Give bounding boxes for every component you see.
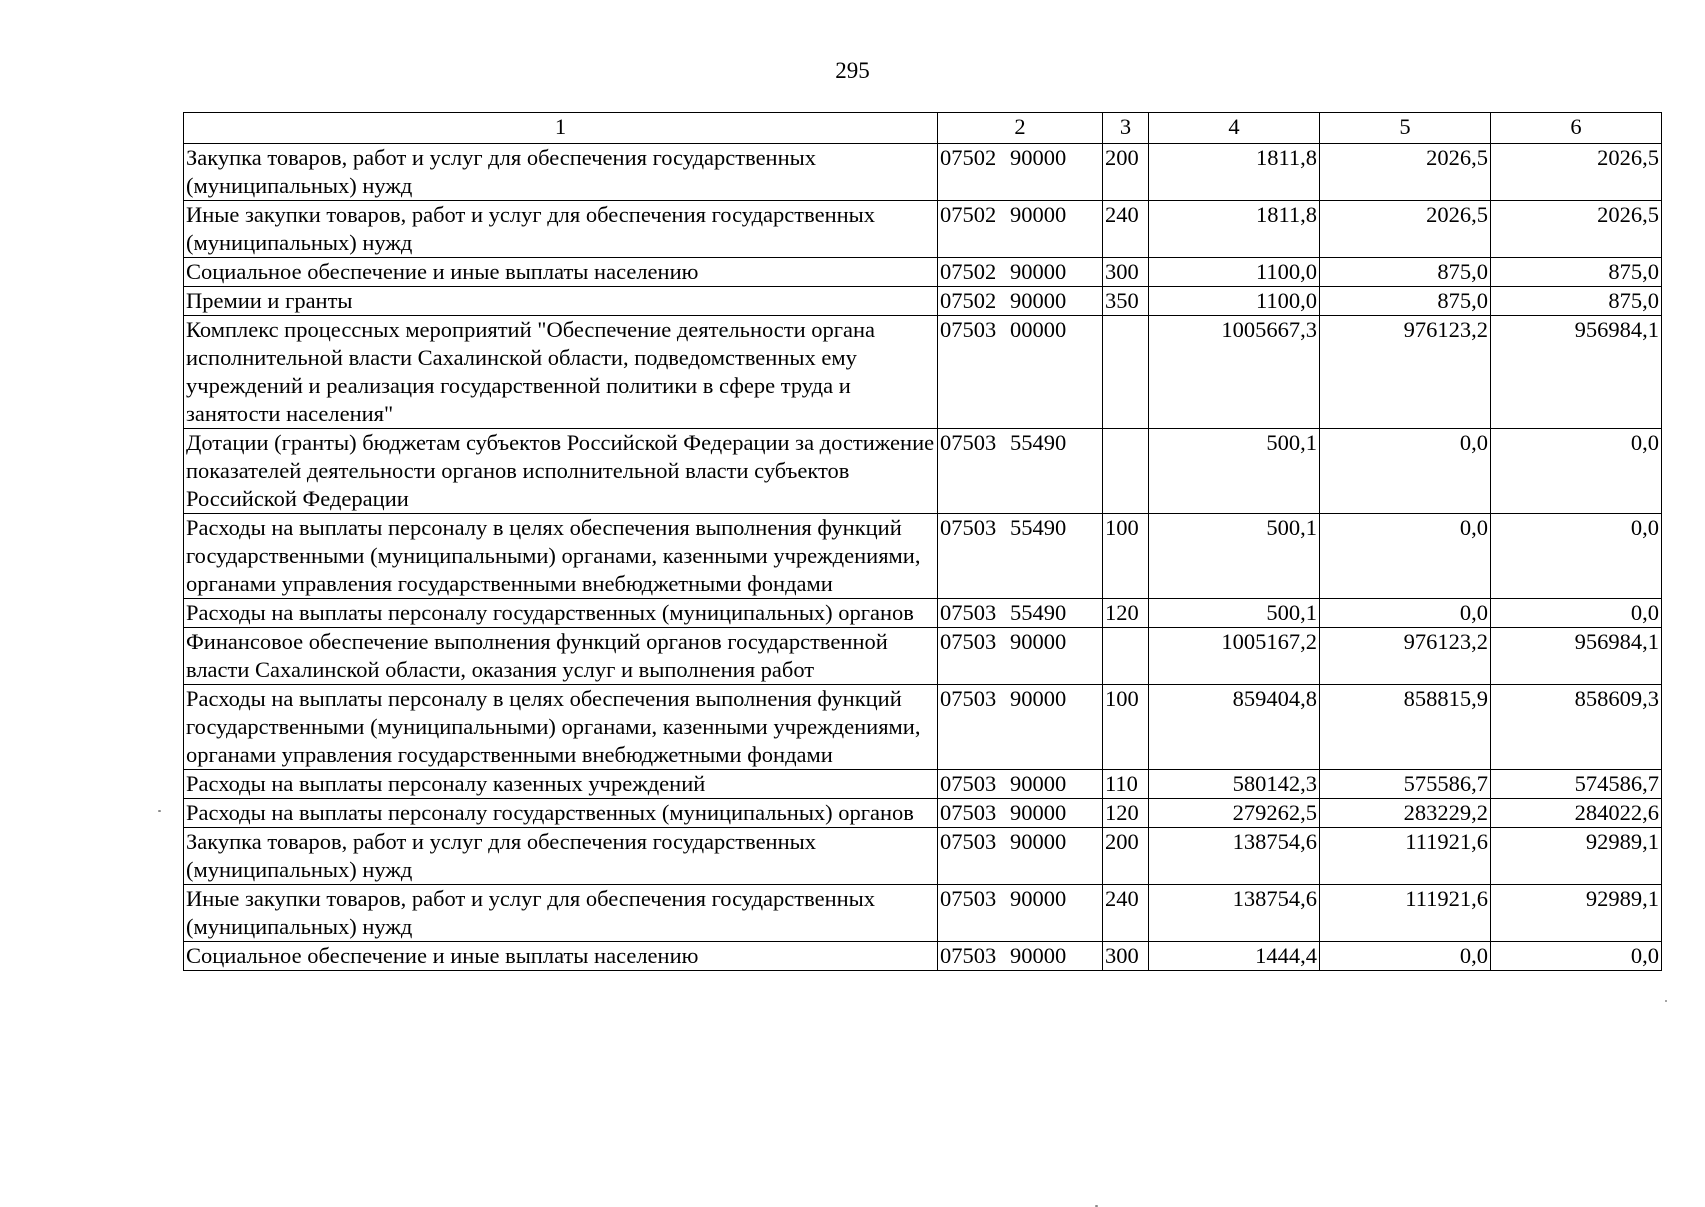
code-target: 90000 [1010,829,1067,854]
row-value-col5: 575586,7 [1320,770,1491,799]
row-description: Комплекс процессных мероприятий "Обеспечение деятельности органа исполнительной власти Сахалинской области, подведомственных ему учреждений и реализация государственной политики в сфере труда и занятости населения" [184,316,938,429]
table-row [184,770,1662,799]
row-code [938,144,1103,201]
row-value-col6: 956984,1 [1491,316,1662,429]
row-code [938,201,1103,258]
row-expense-type: 120 [1103,599,1149,628]
row-value-col5: 0,0 [1320,599,1491,628]
row-description: Иные закупки товаров, работ и услуг для обеспечения государственных (муниципальных) нужд [184,885,938,942]
row-expense-type [1103,316,1149,429]
row-value-col6: 0,0 [1491,429,1662,514]
table-row [184,599,1662,628]
table-row [184,258,1662,287]
row-value-col4: 1100,0 [1149,258,1320,287]
code-section: 07503 [940,943,997,968]
scan-speck [1665,1000,1667,1002]
row-value-col6: 284022,6 [1491,799,1662,828]
row-value-col5: 976123,2 [1320,316,1491,429]
row-expense-type [1103,628,1149,685]
row-value-col5: 875,0 [1320,258,1491,287]
row-value-col5: 875,0 [1320,287,1491,316]
row-description: Расходы на выплаты персоналу казенных учреждений [184,770,938,799]
code-target: 90000 [1010,259,1067,284]
row-value-col5: 858815,9 [1320,685,1491,770]
code-target: 90000 [1010,771,1067,796]
row-value-col6: 875,0 [1491,287,1662,316]
code-section: 07503 [940,829,997,854]
row-value-col6: 0,0 [1491,514,1662,599]
row-value-col6: 0,0 [1491,942,1662,971]
row-description: Социальное обеспечение и иные выплаты населению [184,258,938,287]
row-value-col4: 500,1 [1149,429,1320,514]
row-code [938,685,1103,770]
table-row [184,942,1662,971]
code-section: 07502 [940,288,997,313]
row-code [938,770,1103,799]
row-description: Премии и гранты [184,287,938,316]
row-value-col4: 859404,8 [1149,685,1320,770]
row-code [938,599,1103,628]
row-value-col6: 574586,7 [1491,770,1662,799]
table-body [184,144,1662,971]
code-section: 07503 [940,800,997,825]
code-target: 90000 [1010,202,1067,227]
row-value-col5: 2026,5 [1320,144,1491,201]
row-expense-type: 300 [1103,258,1149,287]
row-code [938,287,1103,316]
column-header: 2 [938,113,1103,144]
table-row [184,628,1662,685]
page-number: 295 [835,58,870,83]
row-value-col6: 92989,1 [1491,828,1662,885]
row-value-col6: 0,0 [1491,599,1662,628]
row-expense-type: 300 [1103,942,1149,971]
row-value-col4: 279262,5 [1149,799,1320,828]
table-row [184,316,1662,429]
row-value-col6: 92989,1 [1491,885,1662,942]
row-expense-type: 100 [1103,514,1149,599]
row-value-col5: 111921,6 [1320,885,1491,942]
row-description: Иные закупки товаров, работ и услуг для обеспечения государственных (муниципальных) нужд [184,201,938,258]
code-target: 90000 [1010,886,1067,911]
table-row [184,685,1662,770]
row-code [938,885,1103,942]
row-value-col6: 2026,5 [1491,201,1662,258]
row-value-col4: 1811,8 [1149,144,1320,201]
row-expense-type: 200 [1103,144,1149,201]
row-value-col4: 1100,0 [1149,287,1320,316]
row-value-col4: 1811,8 [1149,201,1320,258]
row-description: Закупка товаров, работ и услуг для обеспечения государственных (муниципальных) нужд [184,828,938,885]
row-expense-type: 240 [1103,201,1149,258]
row-code [938,429,1103,514]
table-row [184,828,1662,885]
row-description: Расходы на выплаты персоналу в целях обеспечения выполнения функций государственными (муниципальными) органами, казенными учреждениями, органами управления государственными внебюджетными фондами [184,685,938,770]
column-header: 1 [184,113,938,144]
table-row [184,144,1662,201]
row-value-col4: 580142,3 [1149,770,1320,799]
code-section: 07503 [940,515,997,540]
table-row [184,287,1662,316]
row-value-col6: 956984,1 [1491,628,1662,685]
header-row [184,113,1662,144]
row-code [938,942,1103,971]
row-value-col5: 0,0 [1320,942,1491,971]
table-row [184,514,1662,599]
row-value-col5: 0,0 [1320,429,1491,514]
column-header: 5 [1320,113,1491,144]
row-value-col5: 2026,5 [1320,201,1491,258]
code-section: 07503 [940,629,997,654]
row-code [938,828,1103,885]
code-section: 07503 [940,886,997,911]
code-section: 07502 [940,145,997,170]
row-value-col4: 1005667,3 [1149,316,1320,429]
code-section: 07503 [940,600,997,625]
row-value-col5: 111921,6 [1320,828,1491,885]
code-section: 07503 [940,430,997,455]
code-target: 90000 [1010,800,1067,825]
row-expense-type: 200 [1103,828,1149,885]
code-section: 07503 [940,317,997,342]
budget-table [183,112,1662,971]
row-code [938,799,1103,828]
row-code [938,514,1103,599]
column-header: 3 [1103,113,1149,144]
row-description: Дотации (гранты) бюджетам субъектов Российской Федерации за достижение показателей деятельности органов исполнительной власти субъектов Российской Федерации [184,429,938,514]
row-value-col4: 138754,6 [1149,885,1320,942]
column-header: 6 [1491,113,1662,144]
row-description: Расходы на выплаты персоналу государственных (муниципальных) органов [184,799,938,828]
row-value-col4: 500,1 [1149,514,1320,599]
code-target: 55490 [1010,515,1067,540]
table-row [184,885,1662,942]
code-target: 90000 [1010,288,1067,313]
row-expense-type: 350 [1103,287,1149,316]
code-target: 55490 [1010,430,1067,455]
row-value-col4: 500,1 [1149,599,1320,628]
table-row [184,201,1662,258]
row-description: Социальное обеспечение и иные выплаты населению [184,942,938,971]
row-description: Расходы на выплаты персоналу государственных (муниципальных) органов [184,599,938,628]
row-value-col5: 283229,2 [1320,799,1491,828]
row-value-col6: 875,0 [1491,258,1662,287]
code-target: 00000 [1010,317,1067,342]
row-expense-type: 240 [1103,885,1149,942]
code-target: 90000 [1010,145,1067,170]
code-section: 07502 [940,259,997,284]
row-description: Закупка товаров, работ и услуг для обеспечения государственных (муниципальных) нужд [184,144,938,201]
code-target: 90000 [1010,943,1067,968]
code-section: 07503 [940,686,997,711]
row-value-col5: 976123,2 [1320,628,1491,685]
row-description: Финансовое обеспечение выполнения функций органов государственной власти Сахалинской области, оказания услуг и выполнения работ [184,628,938,685]
row-value-col4: 138754,6 [1149,828,1320,885]
row-expense-type: 110 [1103,770,1149,799]
row-description: Расходы на выплаты персоналу в целях обеспечения выполнения функций государственными (муниципальными) органами, казенными учреждениями, органами управления государственными внебюджетными фондами [184,514,938,599]
code-section: 07502 [940,202,997,227]
row-value-col6: 2026,5 [1491,144,1662,201]
row-code [938,316,1103,429]
code-target: 90000 [1010,686,1067,711]
row-value-col4: 1005167,2 [1149,628,1320,685]
row-value-col4: 1444,4 [1149,942,1320,971]
row-value-col5: 0,0 [1320,514,1491,599]
row-expense-type [1103,429,1149,514]
row-expense-type: 120 [1103,799,1149,828]
code-section: 07503 [940,771,997,796]
table-row [184,799,1662,828]
scan-speck [158,810,161,812]
row-code [938,258,1103,287]
row-value-col6: 858609,3 [1491,685,1662,770]
code-target: 55490 [1010,600,1067,625]
column-header: 4 [1149,113,1320,144]
table-row [184,429,1662,514]
row-expense-type: 100 [1103,685,1149,770]
code-target: 90000 [1010,629,1067,654]
row-code [938,628,1103,685]
